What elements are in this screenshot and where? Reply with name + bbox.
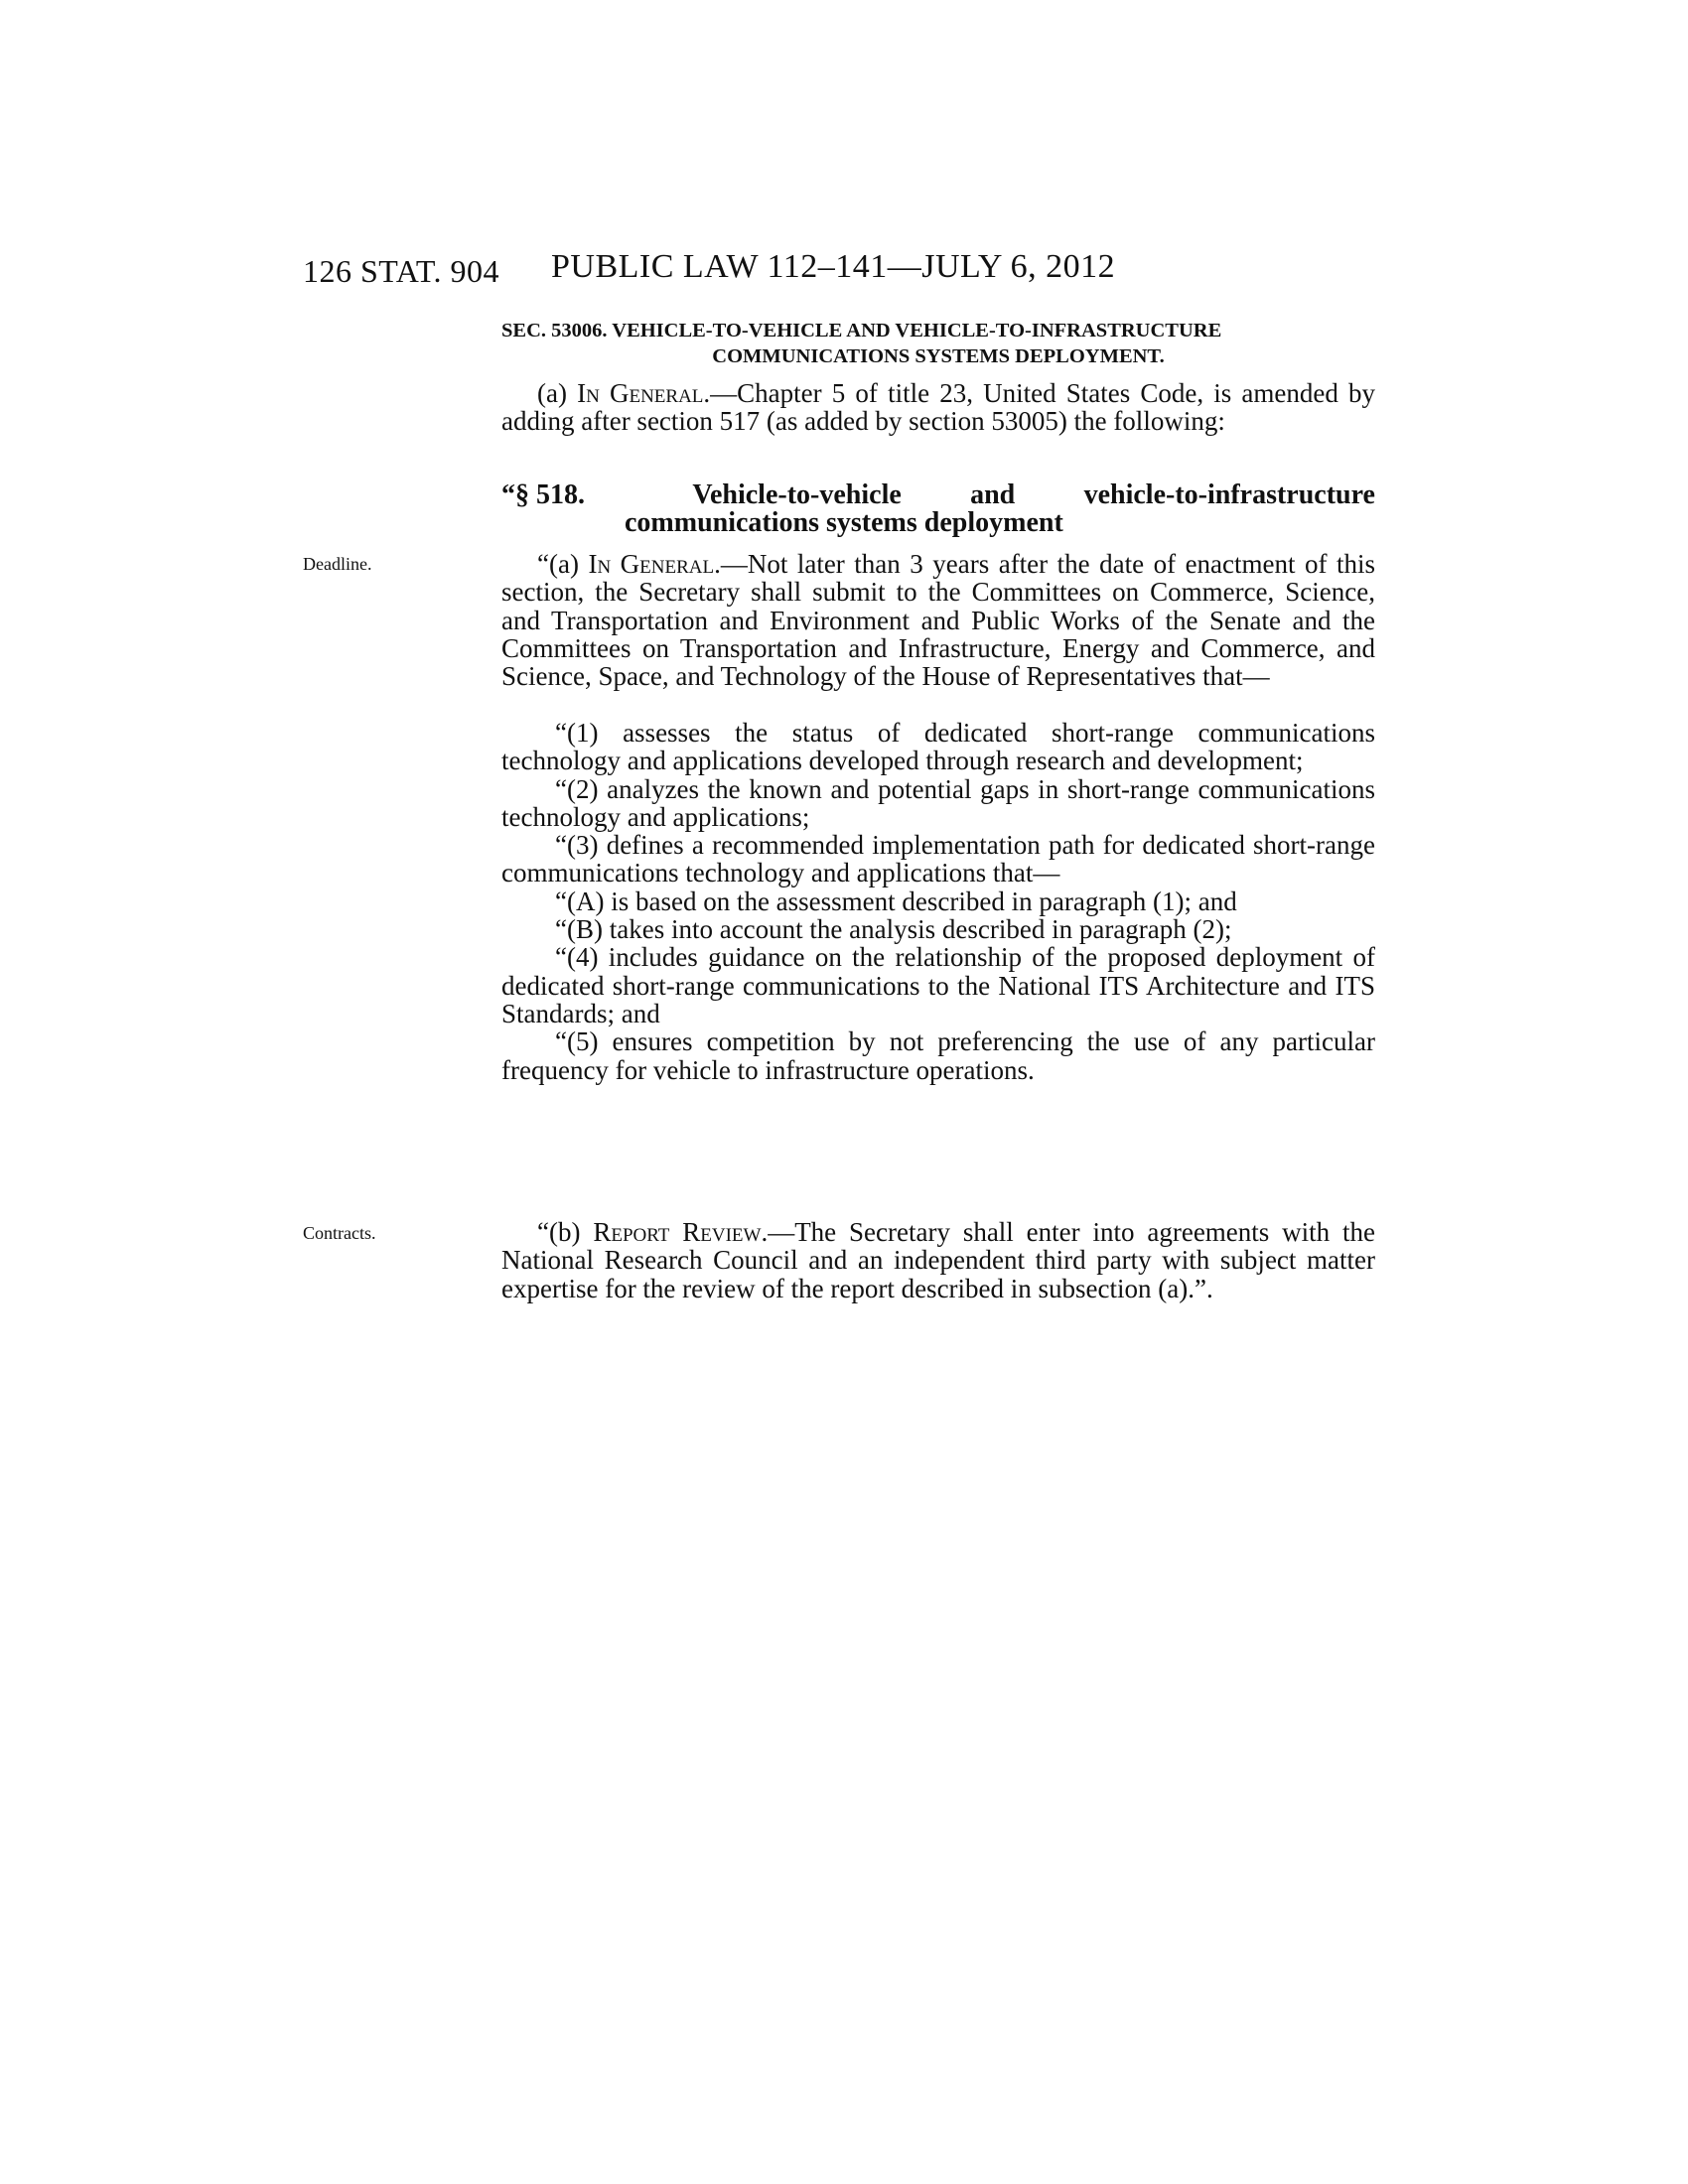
new-section-number: “§ 518. — [501, 479, 585, 510]
list-item: “(1) assesses the status of dedicated short-range communications technology and applications developed through research and development; — [501, 718, 1375, 776]
intro-paragraph — [501, 379, 1375, 436]
subsection-b-label-prefix: “(b) — [537, 1217, 594, 1247]
subsection-a-label-prefix: “(a) — [537, 549, 589, 579]
subsection-b-text: .—The Secretary shall enter into agreements with the National Research Council and an independent third party with subject matter expertise for the review of the report described in subsection (a).”. — [501, 1217, 1375, 1303]
new-section-title-word-1: Vehicle-to-vehicle — [692, 479, 902, 510]
subsection-a-label-caps: In General — [588, 549, 715, 579]
new-section-title — [501, 481, 1375, 537]
list-item: “(3) defines a recommended implementation path for dedicated short-range communications technology and applications that— — [501, 830, 1375, 888]
intro-label-caps: In General — [577, 378, 704, 408]
public-law-header: PUBLIC LAW 112–141—JULY 6, 2012 — [551, 248, 1116, 285]
subsection-a-text: .—Not later than 3 years after the date of enactment of this section, the Secretary shall submit to the Committees on Commerce, Science, and Transportation and Environment and Public Works of the Senate and the Committees on Transportation and Infrastructure, Energy and Commerce, and Science, Space, and Technology of the House of Representatives that— — [501, 549, 1375, 692]
new-section-title-word-3: vehicle-to-infrastructure — [1083, 479, 1375, 510]
section-heading — [501, 318, 1375, 369]
list-item: “(2) analyzes the known and potential gaps in short-range communications technology and applications; — [501, 773, 1375, 832]
new-section-title-word-2: and — [970, 479, 1016, 510]
section-heading-line-1: SEC. 53006. VEHICLE-TO-VEHICLE AND VEHICLE-TO-INFRASTRUCTURE — [501, 320, 1222, 341]
intro-text: .—Chapter 5 of title 23, United States Code, is amended by adding after section 517 (as added by section 53005) the following: — [501, 378, 1376, 437]
statute-page-number: 126 STAT. 904 — [303, 253, 500, 289]
subsection-a — [501, 550, 1375, 690]
list-item: “(5) ensures competition by not preferencing the use of any particular frequency for vehicle to infrastructure operations. — [501, 1026, 1375, 1085]
paragraph-list — [501, 719, 1375, 1084]
sidenote-deadline: Deadline. — [303, 554, 372, 574]
subsection-b — [501, 1218, 1375, 1302]
sub-list-item: “(B) takes into account the analysis described in paragraph (2); — [555, 914, 1232, 945]
sidenote-contracts: Contracts. — [303, 1223, 376, 1243]
sub-list-item: “(A) is based on the assessment described in paragraph (1); and — [555, 886, 1237, 916]
new-section-title-line-2: communications systems deployment — [625, 507, 1063, 538]
subsection-b-label-caps: Report Review — [593, 1217, 762, 1247]
list-item: “(4) includes guidance on the relationship of the proposed deployment of dedicated short-range communications to the National ITS Architecture and ITS Standards; and — [501, 942, 1375, 1028]
intro-label-prefix: (a) — [537, 378, 578, 408]
section-heading-line-2: COMMUNICATIONS SYSTEMS DEPLOYMENT. — [712, 345, 1165, 367]
